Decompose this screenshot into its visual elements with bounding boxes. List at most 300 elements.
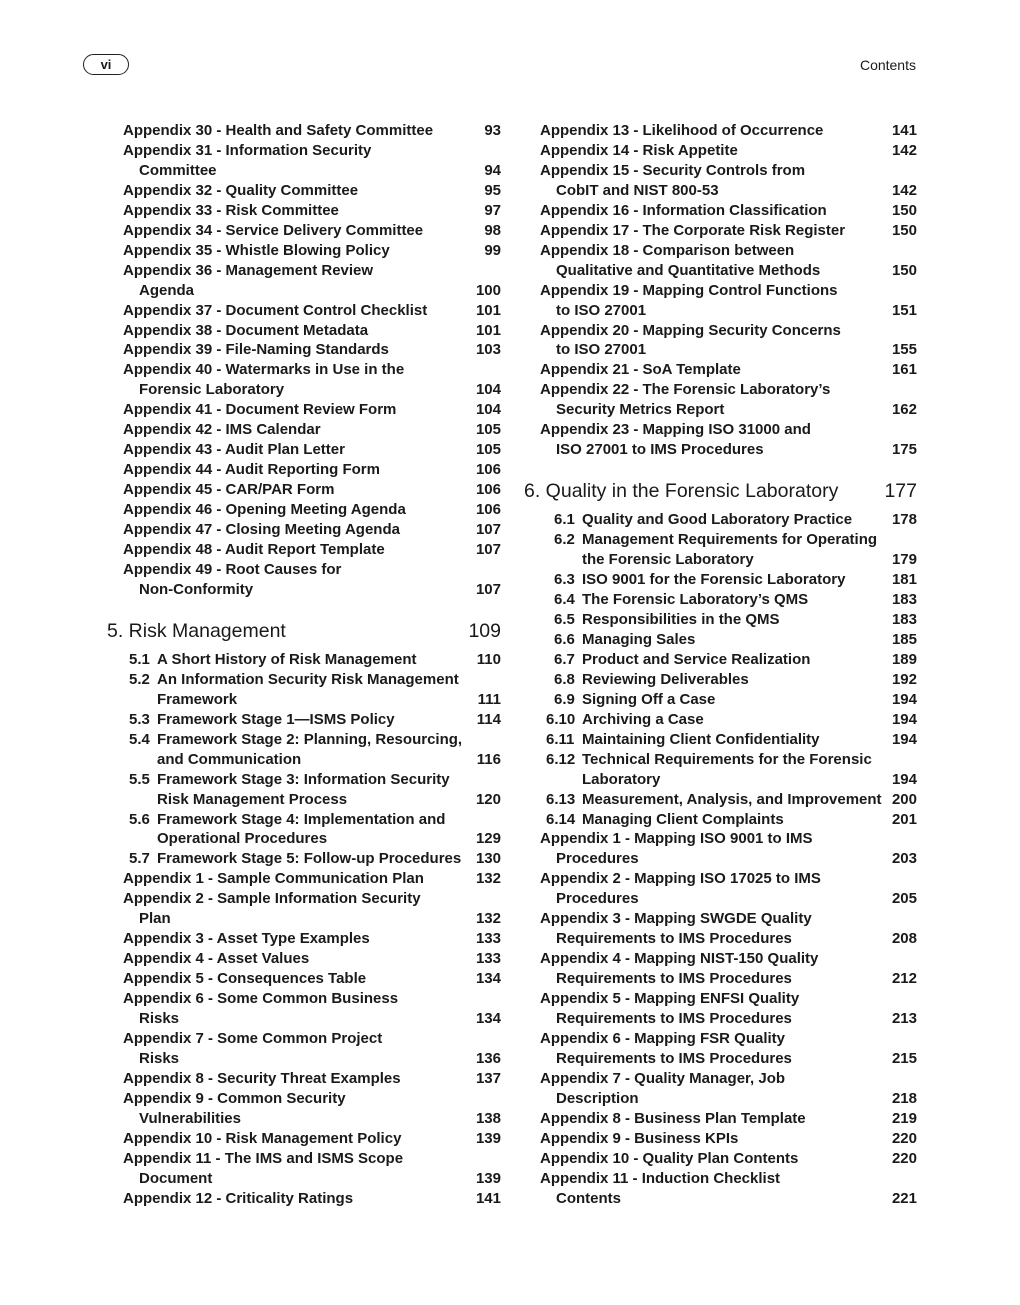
toc-entry-page: 103 (475, 341, 501, 359)
toc-entry-page: 194 (891, 770, 917, 788)
toc-entry[interactable] (107, 1089, 501, 1129)
toc-entry-title-cont: Operational Procedures (157, 830, 328, 848)
toc-entry-title: Technical Requirements for the Forensic (582, 750, 872, 768)
toc-entry[interactable] (524, 810, 917, 830)
toc-entry-title: Appendix 35 - Whistle Blowing Policy (123, 241, 390, 259)
toc-entry-text (129, 810, 471, 850)
toc-group-left-appendices-top (107, 121, 501, 600)
toc-entry[interactable] (107, 989, 501, 1029)
toc-entry[interactable] (107, 460, 501, 480)
toc-entry-page: 215 (891, 1049, 917, 1067)
toc-entry-title-cont: to ISO 27001 (556, 341, 647, 359)
toc-entry-title: Appendix 37 - Document Control Checklist (123, 301, 428, 319)
toc-entry[interactable] (524, 1169, 917, 1209)
toc-entry-page: 107 (475, 580, 501, 598)
toc-entry-title: Appendix 11 - Induction Checklist (540, 1169, 781, 1187)
toc-entry-page: 133 (475, 950, 501, 968)
toc-entry[interactable] (524, 989, 917, 1029)
toc-entry-text (115, 949, 471, 969)
toc-entry[interactable] (107, 400, 501, 420)
toc-entry-text (115, 420, 471, 440)
toc-entry-title-cont: Procedures (556, 890, 639, 908)
toc-entry-title: Appendix 46 - Opening Meeting Agenda (123, 501, 406, 519)
toc-entry-text (532, 321, 887, 361)
toc-entry-text (532, 241, 887, 281)
toc-entry-page: 104 (475, 381, 501, 399)
toc-entry[interactable] (524, 1029, 917, 1069)
toc-entry-page: 194 (891, 690, 917, 708)
toc-entry-title: Appendix 2 - Mapping ISO 17025 to IMS (540, 870, 821, 888)
toc-entry-text (115, 201, 471, 221)
toc-entry-title: Appendix 18 - Comparison between (540, 241, 795, 259)
toc-entry[interactable] (524, 630, 917, 650)
toc-entry-page: 107 (475, 521, 501, 539)
toc-entry[interactable] (524, 360, 917, 380)
toc-entry-title: Responsibilities in the QMS (582, 610, 780, 628)
toc-entry-page: 142 (891, 141, 917, 159)
toc-entry[interactable] (107, 949, 501, 969)
toc-entry-page: 98 (484, 221, 501, 239)
toc-entry-title-cont: Laboratory (582, 770, 661, 788)
toc-entry-title-cont: Contents (556, 1189, 621, 1207)
toc-entry-page: 219 (891, 1109, 917, 1127)
toc-entry[interactable] (524, 161, 917, 201)
toc-entry[interactable] (107, 560, 501, 600)
toc-entry[interactable] (524, 121, 917, 141)
toc-entry-text (554, 570, 887, 590)
toc-entry[interactable] (107, 360, 501, 400)
toc-entry[interactable] (107, 710, 501, 730)
toc-entry[interactable] (107, 221, 501, 241)
toc-entry-page: 155 (891, 341, 917, 359)
toc-entry-page: 134 (475, 1010, 501, 1028)
toc-entry-text (546, 750, 887, 790)
toc-entry[interactable] (107, 1129, 501, 1149)
toc-entry[interactable] (524, 221, 917, 241)
toc-entry[interactable] (107, 1029, 501, 1069)
toc-entry-page: 151 (891, 301, 917, 319)
toc-entry-page: 107 (475, 541, 501, 559)
toc-entry-title: Appendix 4 - Asset Values (123, 950, 310, 968)
toc-entry[interactable] (524, 909, 917, 949)
toc-entry-page: 194 (891, 710, 917, 728)
toc-entry-text (554, 670, 887, 690)
section-number: 6.7 (554, 650, 575, 668)
toc-entry-page: 142 (891, 181, 917, 199)
toc-entry-text (532, 121, 887, 141)
toc-entry[interactable] (107, 849, 501, 869)
toc-entry-title: Appendix 1 - Mapping ISO 9001 to IMS (540, 830, 813, 848)
toc-entry-page: 116 (476, 750, 501, 768)
toc-entry-title-cont: Vulnerabilities (139, 1109, 241, 1127)
toc-entry-text (115, 560, 471, 600)
toc-entry-title: Appendix 4 - Mapping NIST-150 Quality (540, 950, 819, 968)
toc-entry-page: 101 (475, 321, 501, 339)
toc-entry-page: 120 (475, 790, 501, 808)
toc-entry-page: 137 (475, 1069, 501, 1087)
toc-entry-page: 132 (475, 870, 501, 888)
toc-entry-text (554, 590, 887, 610)
toc-entry-title-cont: Requirements to IMS Procedures (556, 970, 792, 988)
section-number: 6.10 (546, 710, 576, 728)
toc-entry[interactable] (107, 650, 501, 670)
toc-entry-page: 105 (475, 441, 501, 459)
toc-entry-title: An Information Security Risk Management (157, 670, 459, 688)
toc-entry-title: Appendix 41 - Document Review Form (123, 401, 397, 419)
toc-entry-page: 220 (891, 1149, 917, 1167)
toc-entry-text (115, 261, 471, 301)
toc-entry-page: 162 (891, 401, 917, 419)
toc-entry[interactable] (524, 281, 917, 321)
toc-entry-title: Appendix 19 - Mapping Control Functions (540, 281, 838, 299)
toc-entry[interactable] (524, 420, 917, 460)
toc-right-column (524, 121, 917, 1209)
toc-entry-page: 114 (476, 710, 501, 728)
toc-entry-page: 101 (475, 301, 501, 319)
toc-entry-title-cont: Committee (139, 161, 217, 179)
toc-entry[interactable] (107, 810, 501, 850)
toc-entry[interactable] (524, 1109, 917, 1129)
toc-entry[interactable] (107, 520, 501, 540)
toc-entry-text (115, 540, 471, 560)
toc-entry[interactable] (107, 181, 501, 201)
toc-entry-text (129, 670, 471, 710)
toc-entry-title: Framework Stage 4: Implementation and (157, 810, 446, 828)
toc-entry-page: 194 (891, 730, 917, 748)
chapter-page: 177 (884, 480, 917, 503)
chapter-heading-5[interactable] (107, 619, 501, 643)
toc-entry-page: 150 (891, 261, 917, 279)
toc-entry-text (115, 221, 471, 241)
toc-entry[interactable] (524, 530, 917, 570)
toc-entry-text (129, 710, 471, 730)
toc-entry-title: Appendix 3 - Mapping SWGDE Quality (540, 910, 812, 928)
toc-entry-text (532, 161, 887, 201)
toc-entry-title: Appendix 10 - Quality Plan Contents (540, 1149, 799, 1167)
toc-entry-text (115, 1069, 471, 1089)
toc-entry[interactable] (107, 141, 501, 181)
toc-entry[interactable] (524, 610, 917, 630)
toc-entry[interactable] (107, 500, 501, 520)
toc-entry-text (532, 829, 887, 869)
toc-entry[interactable] (107, 121, 501, 141)
section-number: 6.13 (546, 790, 576, 808)
chapter-title: 6. Quality in the Forensic Laboratory (524, 480, 839, 503)
toc-entry-page: 178 (891, 511, 917, 529)
toc-entry-title: Appendix 47 - Closing Meeting Agenda (123, 521, 400, 539)
toc-entry-page: 104 (475, 401, 501, 419)
toc-entry[interactable] (524, 650, 917, 670)
section-number: 6.4 (554, 591, 575, 609)
toc-entry-title-cont: ISO 27001 to IMS Procedures (556, 441, 764, 459)
toc-entry[interactable] (524, 829, 917, 869)
toc-entry-text (532, 1149, 887, 1169)
page-number: vi (83, 54, 129, 75)
toc-entry-text (115, 340, 471, 360)
chapter-heading-6[interactable] (524, 479, 917, 503)
toc-entry-page: 161 (891, 361, 917, 379)
toc-entry[interactable] (107, 889, 501, 929)
toc-entry[interactable] (524, 1069, 917, 1109)
toc-entry-title: Appendix 20 - Mapping Security Concerns (540, 321, 841, 339)
toc-entry-title: Appendix 7 - Quality Manager, Job (540, 1069, 786, 1087)
toc-entry[interactable] (107, 929, 501, 949)
toc-entry-title: Appendix 17 - The Corporate Risk Register (540, 221, 846, 239)
toc-entry-title-cont: and Communication (157, 750, 302, 768)
toc-entry-text (546, 710, 887, 730)
toc-entry[interactable] (107, 241, 501, 261)
toc-entry-title: Appendix 34 - Service Delivery Committee (123, 221, 424, 239)
toc-entry-text (532, 909, 887, 949)
toc-entry-title-cont: Description (556, 1089, 639, 1107)
toc-entry-title: Appendix 13 - Likelihood of Occurrence (540, 122, 824, 139)
toc-entry-page: 94 (484, 161, 501, 179)
toc-entry[interactable] (107, 440, 501, 460)
toc-entry-text (115, 360, 471, 400)
toc-entry-title-cont: Risks (139, 1010, 180, 1028)
toc-entry[interactable] (524, 510, 917, 530)
toc-entry-text (115, 520, 471, 540)
toc-entry-text (546, 790, 887, 810)
toc-entry-page: 130 (475, 850, 501, 868)
toc-entry-title-cont: Risk Management Process (157, 790, 348, 808)
toc-entry-text (115, 241, 471, 261)
toc-entry-text (115, 440, 471, 460)
toc-entry-page: 99 (484, 241, 501, 259)
toc-entry-title-cont: Requirements to IMS Procedures (556, 930, 792, 948)
toc-entry-page: 183 (891, 610, 917, 628)
toc-entry-title: Appendix 39 - File-Naming Standards (123, 341, 389, 359)
toc-entry-title-cont: Framework (157, 690, 238, 708)
toc-entry-text (115, 500, 471, 520)
toc-entry[interactable] (107, 201, 501, 221)
toc-entry[interactable] (107, 480, 501, 500)
toc-entry[interactable] (107, 1069, 501, 1089)
section-number: 5.3 (129, 710, 150, 728)
toc-entry-title: Signing Off a Case (582, 690, 716, 708)
toc-entry-title-cont: CobIT and NIST 800-53 (556, 181, 719, 199)
toc-entry[interactable] (524, 790, 917, 810)
toc-entry[interactable] (107, 321, 501, 341)
toc-entry-text (532, 221, 887, 241)
toc-entry[interactable] (524, 1149, 917, 1169)
toc-entry-text (115, 989, 471, 1029)
toc-entry-text (532, 201, 887, 221)
toc-entry-page: 192 (891, 670, 917, 688)
toc-entry-page: 111 (477, 690, 501, 708)
toc-entry-title-cont: Document (139, 1169, 213, 1187)
toc-entry-text (115, 121, 471, 141)
toc-entry-title: Appendix 5 - Consequences Table (123, 970, 367, 988)
toc-entry-page: 179 (891, 551, 917, 569)
toc-entry-title: Appendix 21 - SoA Template (540, 361, 741, 379)
toc-entry-title: Framework Stage 3: Information Security (157, 770, 450, 788)
toc-entry-page: 150 (891, 221, 917, 239)
toc-entry-title-cont: Procedures (556, 850, 639, 868)
toc-entry-title: Appendix 9 - Common Security (123, 1089, 346, 1107)
toc-entry-text (115, 400, 471, 420)
toc-entry-text (554, 610, 887, 630)
chapter-page: 109 (468, 619, 501, 642)
toc-entry-page: 201 (891, 810, 917, 828)
toc-entry-title: Archiving a Case (582, 710, 704, 728)
toc-entry-page: 138 (475, 1109, 501, 1127)
toc-entry[interactable] (524, 321, 917, 361)
toc-entry-page: 185 (891, 630, 917, 648)
toc-entry-title: Appendix 40 - Watermarks in Use in the (123, 361, 405, 379)
section-number: 6.11 (546, 730, 575, 748)
toc-entry-title-cont: Agenda (139, 281, 195, 299)
toc-entry-page: 100 (475, 281, 501, 299)
toc-entry-title: Appendix 44 - Audit Reporting Form (123, 461, 380, 479)
toc-entry-page: 220 (891, 1129, 917, 1147)
toc-entry-title: Appendix 31 - Information Security (123, 141, 372, 159)
toc-entry-text (532, 380, 887, 420)
toc-entry[interactable] (524, 750, 917, 790)
toc-entry-text (532, 869, 887, 909)
toc-entry-text (115, 1089, 471, 1129)
toc-entry-title: Managing Sales (582, 630, 696, 648)
toc-entry[interactable] (107, 1149, 501, 1189)
toc-entry-page: 106 (475, 481, 501, 499)
toc-entry-title: Appendix 16 - Information Classification (540, 201, 827, 219)
toc-entry-text (115, 1129, 471, 1149)
toc-entry[interactable] (107, 340, 501, 360)
toc-entry-text (115, 889, 471, 929)
toc-entry-title: Appendix 33 - Risk Committee (123, 201, 339, 219)
toc-entry[interactable] (524, 141, 917, 161)
toc-entry[interactable] (107, 301, 501, 321)
toc-entry-title: Appendix 43 - Audit Plan Letter (123, 441, 345, 459)
toc-entry-text (546, 730, 887, 750)
toc-entry-page: 208 (891, 930, 917, 948)
toc-entry-title: Reviewing Deliverables (582, 670, 749, 688)
toc-entry-page: 213 (891, 1010, 917, 1028)
toc-entry[interactable] (524, 949, 917, 989)
toc-entry-text (554, 530, 887, 570)
toc-entry[interactable] (524, 201, 917, 221)
toc-entry-title: Appendix 2 - Sample Information Security (123, 890, 421, 908)
toc-entry-page: 129 (475, 830, 501, 848)
toc-entry-page: 139 (475, 1169, 501, 1187)
toc-entry-text (115, 301, 471, 321)
toc-entry[interactable] (107, 869, 501, 889)
toc-entry-page: 218 (891, 1089, 917, 1107)
toc-entry[interactable] (107, 1189, 501, 1209)
toc-entry-page: 150 (891, 201, 917, 219)
toc-entry-text (554, 650, 887, 670)
toc-entry-text (532, 281, 887, 321)
toc-entry-title: Appendix 36 - Management Review (123, 261, 374, 279)
toc-entry-page: 221 (891, 1189, 917, 1207)
toc-entry[interactable] (107, 730, 501, 770)
toc-entry-page: 132 (475, 910, 501, 928)
toc-entry-page: 175 (891, 441, 917, 459)
toc-entry[interactable] (524, 670, 917, 690)
toc-entry[interactable] (107, 540, 501, 560)
toc-entry-page: 106 (475, 501, 501, 519)
toc-entry[interactable] (524, 710, 917, 730)
toc-entry[interactable] (107, 770, 501, 810)
toc-entry-title: Measurement, Analysis, and Improvement (582, 790, 882, 808)
toc-left-column (107, 121, 501, 1209)
toc-group-left-appendices-bottom (107, 869, 501, 1208)
toc-entry-title: Appendix 48 - Audit Report Template (123, 541, 385, 559)
toc-entry-title: Framework Stage 5: Follow-up Procedures (157, 850, 462, 868)
toc-entry-title: A Short History of Risk Management (157, 650, 417, 668)
toc-entry[interactable] (524, 869, 917, 909)
toc-entry-text (532, 1129, 887, 1149)
toc-entry-title: Appendix 12 - Criticality Ratings (123, 1189, 354, 1207)
toc-entry[interactable] (524, 590, 917, 610)
toc-entry-title: Appendix 14 - Risk Appetite (540, 141, 738, 159)
toc-entry[interactable] (524, 1129, 917, 1149)
toc-entry-page: 205 (891, 890, 917, 908)
toc-entry-text (554, 510, 887, 530)
toc-group-right-sections (524, 510, 917, 710)
toc-entry[interactable] (107, 261, 501, 301)
toc-entry-title: Appendix 7 - Some Common Project (123, 1029, 383, 1047)
toc-entry[interactable] (107, 670, 501, 710)
toc-entry[interactable] (524, 241, 917, 281)
toc-entry-page: 139 (475, 1129, 501, 1147)
toc-entry[interactable] (524, 380, 917, 420)
toc-entry[interactable] (524, 690, 917, 710)
toc-entry-page: 212 (891, 970, 917, 988)
toc-entry-text (532, 141, 887, 161)
toc-entry-title-cont: Qualitative and Quantitative Methods (556, 261, 821, 279)
toc-entry-text (115, 480, 471, 500)
toc-entry-text (115, 321, 471, 341)
section-number: 5.6 (129, 810, 150, 828)
toc-entry-page: 181 (891, 571, 917, 589)
toc-entry-title: Appendix 8 - Business Plan Template (540, 1109, 806, 1127)
section-number: 6.2 (554, 531, 575, 549)
toc-entry[interactable] (524, 570, 917, 590)
toc-entry[interactable] (107, 420, 501, 440)
toc-entry-text (129, 730, 471, 770)
section-number: 6.1 (554, 511, 575, 529)
toc-entry-title: Appendix 23 - Mapping ISO 31000 and (540, 421, 811, 439)
toc-entry-text (532, 949, 887, 989)
toc-entry-title-cont: Forensic Laboratory (139, 381, 285, 399)
toc-entry-title: Managing Client Complaints (582, 810, 784, 828)
toc-entry-title: Appendix 42 - IMS Calendar (123, 421, 321, 439)
toc-entry-text (129, 650, 471, 670)
toc-entry-text (554, 630, 887, 650)
section-number: 6.6 (554, 630, 575, 648)
toc-entry-page: 105 (475, 421, 501, 439)
toc-entry-text (532, 1029, 887, 1069)
toc-entry[interactable] (107, 969, 501, 989)
toc-entry-page: 141 (891, 122, 917, 139)
toc-entry-title: Framework Stage 2: Planning, Resourcing, (157, 730, 463, 748)
section-number: 5.2 (129, 670, 150, 688)
toc-entry-text (115, 141, 471, 181)
toc-entry-text (115, 929, 471, 949)
toc-entry-page: 203 (891, 850, 917, 868)
chapter-title: 5. Risk Management (107, 619, 286, 642)
toc-entry-page: 141 (475, 1189, 501, 1207)
toc-entry-title-cont: Risks (139, 1049, 180, 1067)
toc-entry-text (532, 1109, 887, 1129)
toc-entry-title-cont: Requirements to IMS Procedures (556, 1010, 792, 1028)
toc-entry-text (115, 460, 471, 480)
section-number: 6.9 (554, 690, 575, 708)
toc-entry[interactable] (524, 730, 917, 750)
section-number: 6.5 (554, 610, 575, 628)
toc-entry-title: Appendix 32 - Quality Committee (123, 181, 359, 199)
